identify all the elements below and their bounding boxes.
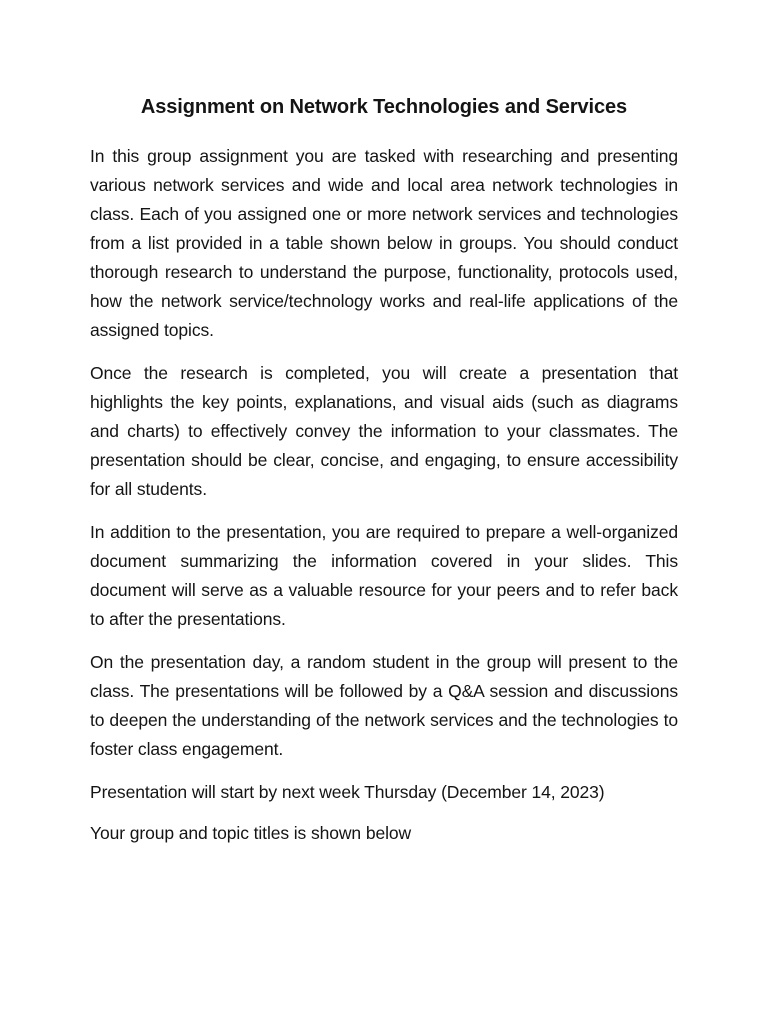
document-page: [90, 92, 678, 860]
paragraph-intro: In this group assignment you are tasked with researching and presenting various network services and wide and local area network technologies in class. Each of you assigned one or more network services and technologies from a list provided in a table shown below in groups. You should conduct thorough research to understand the purpose, functionality, protocols used, how the network service/technology works and real-life applications of the assigned topics.: [90, 146, 678, 340]
paragraph-presentation: Once the research is completed, you will create a presentation that highlights the key points, explanations, and visual aids (such as diagrams and charts) to effectively convey the information to your classmates. The presentation should be clear, concise, and engaging, to ensure accessibility for all students.: [90, 363, 678, 499]
document-title: Assignment on Network Technologies and Services: [140, 96, 628, 118]
paragraph-presentation-day: On the presentation day, a random student in the group will present to the class. The presentations will be followed by a Q&A session and discussions to deepen the understanding of the network services and the technologies to foster class engagement.: [90, 652, 678, 759]
paragraph-group-topics: Your group and topic titles is shown below: [90, 823, 412, 843]
paragraph-start-date: Presentation will start by next week Thursday (December 14, 2023): [90, 782, 605, 802]
paragraph-document: In addition to the presentation, you are required to prepare a well-organized document summarizing the information covered in your slides. This document will serve as a valuable resource for your peers and to refer back to after the presentations.: [90, 522, 678, 629]
